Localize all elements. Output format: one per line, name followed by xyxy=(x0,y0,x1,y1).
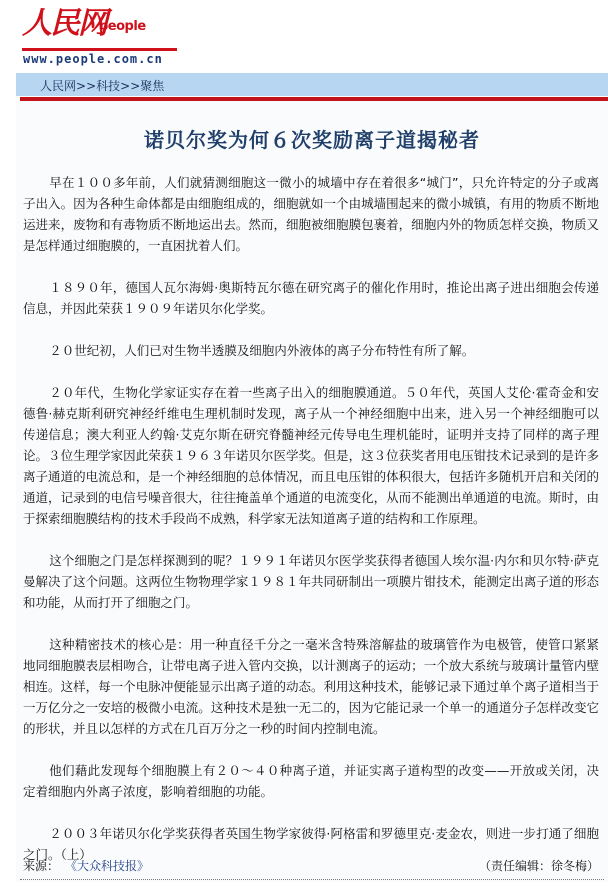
source-label: 来源： xyxy=(23,859,60,873)
article-title: 诺贝尔奖为何６次奖励离子道揭秘者 xyxy=(144,128,480,152)
article-paragraph: ２０世纪初，人们已对生物半透膜及细胞内外液体的离子分布特性有所了解。 xyxy=(49,343,475,358)
logo-english-text: people xyxy=(99,19,146,34)
breadcrumb-separator: >> xyxy=(120,79,141,93)
breadcrumb-bar xyxy=(16,73,608,96)
logo-divider xyxy=(22,48,177,51)
article-paragraph: 这个细胞之门是怎样探测到的呢？１９９１年诺贝尔医学奖获得者德国人埃尔温·内尔和贝尔特·萨克曼解决了这个问题。这两位生物物理学家１９８１年共同研制出一项膜片钳技术，能测定出离子道的形态和功能，从而打开了细胞之门。 xyxy=(23,553,599,610)
site-url: www.people.com.cn xyxy=(23,52,163,66)
article-paragraph: 早在１００多年前，人们就猜测细胞这一微小的城墙中存在着很多“城门”，只允许特定的分子或离子出入。因为各种生命体都是由细胞组成的，细胞就如一个由城墙围起来的微小城镇，有用的物质不断地运进来，废物和有毒物质不断地运出去。然而，细胞被细胞膜包裹着，细胞内外的物质怎样交换，物质又是怎样通过细胞膜的，一直困扰着人们。 xyxy=(23,175,599,253)
article-container xyxy=(16,101,608,882)
breadcrumb-separator: >> xyxy=(76,79,97,93)
article-paragraph: ２００３年诺贝尔化学奖获得者英国生物学家彼得·阿格雷和罗德里克·麦金农，则进一步打通了细胞之门。（上） xyxy=(23,826,599,862)
people-logo[interactable] xyxy=(22,4,182,66)
article-paragraph: 这种精密技术的核心是：用一种直径千分之一毫米含特殊溶解盐的玻璃管作为电极管，使管口紧紧地同细胞膜表层相吻合，让带电离子进入管内交换，以计测离子的运动；一个放大系统与玻璃计量管内壁相连。这样，每一个电脉冲便能显示出离子道的动态。利用这种技术，能够记录下通过单个离子道相当于一万亿分之一安培的极微小电流。这种技术是独一无二的，因为它能记录一个单一的通道分子怎样改变它的形状，并且以怎样的方式在几百万分之一秒的时间内控制电流。 xyxy=(23,637,599,736)
logo-chinese-text: 人民网 xyxy=(22,6,106,41)
breadcrumb-focus[interactable]: 聚焦 xyxy=(140,79,165,93)
article-paragraph: １８９０年，德国人瓦尔海姆·奥斯特瓦尔德在研究离子的催化作用时，推论出离子进出细胞会传递信息，并因此荣获１９０９年诺贝尔化学奖。 xyxy=(23,280,599,316)
source-link[interactable]: 《大众科技报》 xyxy=(65,859,150,873)
article-body xyxy=(23,172,599,886)
editor-credit: （责任编辑：徐冬梅） xyxy=(478,859,599,873)
article-paragraph: ２０年代，生物化学家证实存在着一些离子出入的细胞膜通道。５０年代，英国人艾伦·霍奇金和安德鲁·赫克斯利研究神经纤维电生理机制时发现，离子从一个神经细胞中出来，进入另一个神经细胞可以传递信息；澳大利亚人约翰·艾克尔斯在研究脊髓神经元传导电生理机能时，证明并支持了同样的离子理论。３位生理学家因此荣获１９６３年诺贝尔医学奖。但是，这３位获奖者用电压钳技术记录到的是许多离子通道的电流总和，是一个神经细胞的总体情况，而且电压钳的体积很大，包括许多随机开启和关闭的通道，记录到的电信号噪音很大，往往掩盖单个通道的电流变化，从而不能测出单通道的电流。斯时，由于探索细胞膜结构的技术手段尚不成熟，科学家无法知道离子道的结构和工作原理。 xyxy=(23,385,599,526)
footer-divider xyxy=(20,879,604,880)
breadcrumb xyxy=(40,77,164,94)
breadcrumb-tech[interactable]: 科技 xyxy=(96,79,121,93)
article-paragraph: 他们藉此发现每个细胞膜上有２０～４０种离子道，并证实离子道构型的改变——开放或关闭，决定着细胞内外离子浓度，影响着细胞的功能。 xyxy=(23,763,599,799)
breadcrumb-home[interactable]: 人民网 xyxy=(40,79,77,93)
article-footer xyxy=(23,853,599,877)
